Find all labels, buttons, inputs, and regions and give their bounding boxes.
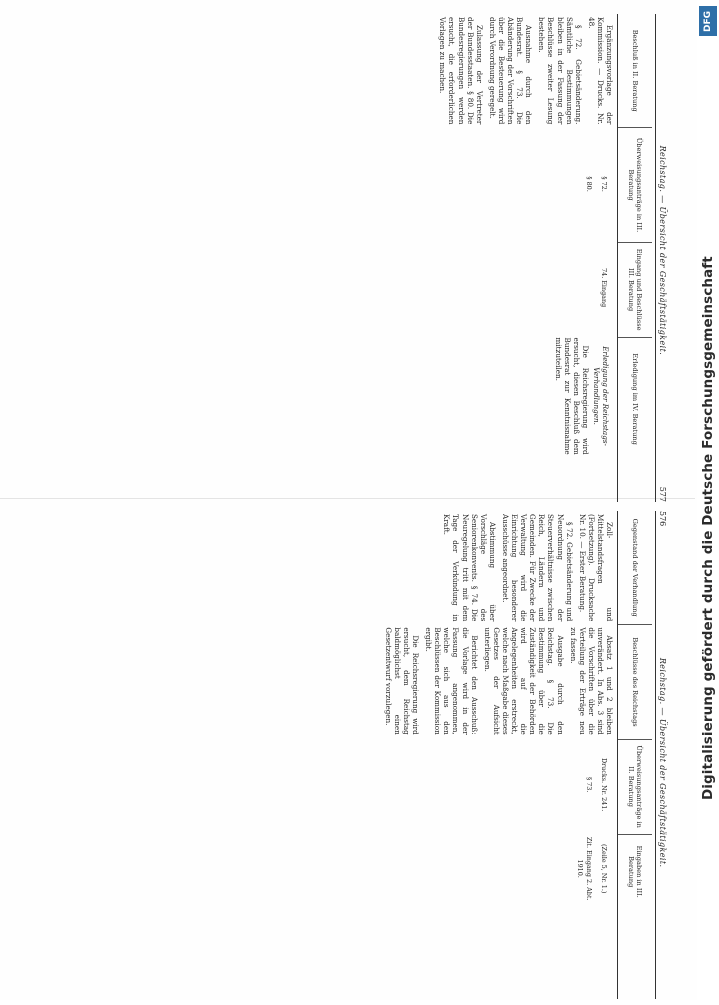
text-column [26,241,614,335]
paragraph: Abstimmung über Vorschläge des Seniorenkonvents. § 74. Die Neuregelung tritt mit dem Tage der Verkündung in Kraft. [442,514,497,622]
paragraph: Zulassung der Vertreter der Bundesstaaten. § 80. Die Bundesregierungen werden ersucht, die erforderlichen Vorlagen zu machen. [438,17,484,125]
table-header [617,14,652,502]
side-note: § 80. [584,176,593,192]
column-header: Eingaben in III. Beratung [627,845,643,898]
paragraph: Berichtet den Ausschuß: die Vorlage wird in der Fassung angenommen, welche sich aus den Beschlüssen der Kommission ergibt. [424,627,479,735]
text-column [26,335,614,458]
running-head [655,14,670,502]
page-number: 577 [658,486,668,502]
text-column [26,511,614,624]
column-header: Beschluß in II. Beratung [618,14,652,128]
body-columns [26,511,614,999]
column-header: Gegenstand der Verhandlung [618,511,652,625]
text-column [26,127,614,240]
dfg-banner [697,0,719,1000]
dfg-logo: DFG [699,6,717,36]
paragraph: § 72. Gebietsänderung und Neuordnung der Steuerverhältnisse zwischen Reich, Ländern und Gemeinden. Für Zwecke der Verwaltung wird die Einrichtung besonderer Ausschüsse angeordnet. [500,514,574,622]
side-note: Zit. Eingang 2. Abt. 1910. [575,836,593,901]
paragraph: Zoll- und Mittelstandsfragen (Fortsetzung). Drucksache Nr. 10. — Erster Beratung. [577,514,614,622]
paragraph: Absatz 1 und 2 bleiben unverändert. In Abs. 3 sind die Vorschriften über die Verteilung der Erträge neu zu fassen. [568,627,614,735]
side-note: (Zeile 5, Nr. 1.) [600,844,608,894]
column-header: Erledigung im IV. Beratung [631,353,639,445]
running-head-title: Reichstag. — Übersicht der Geschäftstätigkeit. [658,657,668,868]
paragraph: Die Reichsregierung wird ersucht, diesen Beschluß dem Bundesrat zur Kenntnisnahme mitzuteilen. [553,337,590,455]
text-column [26,14,614,127]
side-note: § 72. [600,176,608,192]
column-header: Eingang und Beschlüsse III. Beratung [618,243,652,338]
side-note: 74. Eingang [600,268,608,308]
side-note: Erledigung der Reichstags- Verhandlungen. [591,346,610,446]
page-number: 576 [658,511,668,527]
running-head [655,511,670,999]
running-head-title: Reichstag. — Übersicht der Geschäftstätigkeit. [658,145,668,356]
side-note: § 73. [584,776,593,793]
column-header: Überweisungsanträge in II. Beratung [618,740,652,835]
paragraph: Ergänzungsvorlage der Kommission. — Drucks. Nr. 48. [586,17,614,125]
column-header: Beschlüsse des Reichstags [618,625,652,739]
text-column [26,738,614,832]
paragraph: § 72. Gebietsänderung. Sämtliche Bestimmungen bleiben in der Fassung der Beschlüsse zweiter Lesung bestehen. [537,17,583,125]
column-header: Überweisungsanträge in III. Beratung [618,128,652,242]
document-page-left [18,505,678,1005]
paragraph: Ausnahme durch den Bundesrat. § 73. Die Abänderung der Vorschriften über die Besteuerung wird durch Verordnung geregelt. [487,17,534,125]
text-column [26,832,614,906]
dfg-credit-text: Digitalisierung gefördert durch die Deutsche Forschungsgemeinschaft [700,256,716,800]
text-column [26,624,614,737]
table-header [617,511,652,999]
paragraph: Ausgabe durch den Reichstag. § 73. Die Bestimmung über die Zuständigkeit der Behörden wird auf die Angelegenheiten erstreckt, welche nach Maßgabe dieses Gesetzes der Aufsicht unterliegen. [482,627,565,735]
side-note: Drucks. Nr. 241. [600,757,608,812]
paragraph: Die Reichsregierung wird ersucht, dem Reichstag baldmöglichst einen Gesetzentwurf vorzulegen. [383,627,421,735]
document-page-right [18,8,678,508]
body-columns [26,14,614,502]
